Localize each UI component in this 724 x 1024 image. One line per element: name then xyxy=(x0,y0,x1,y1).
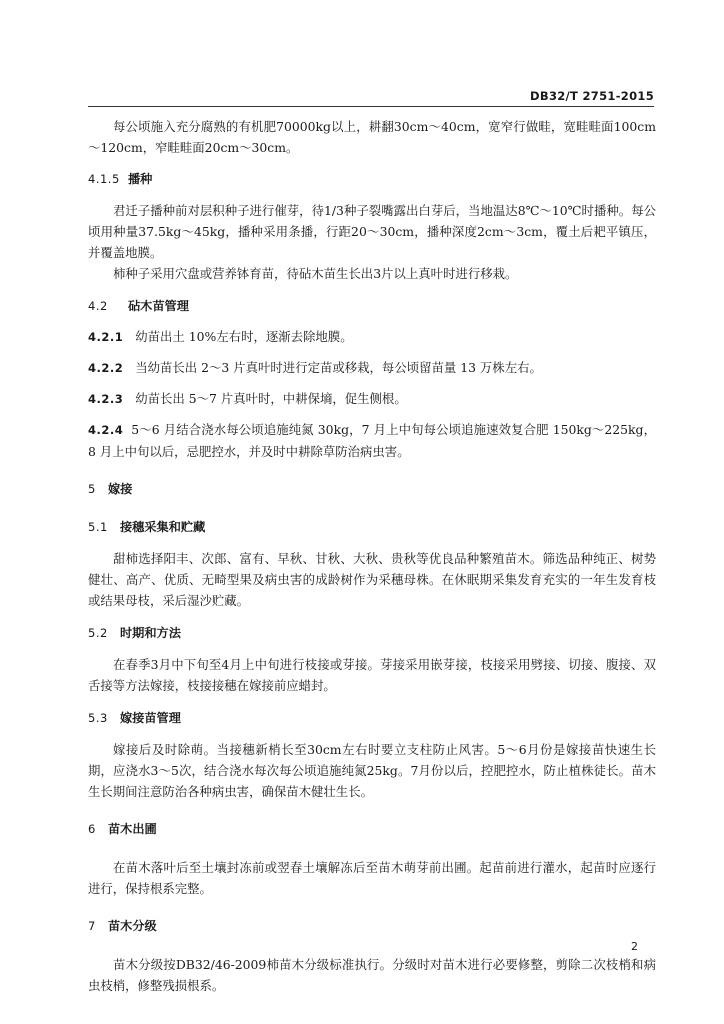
heading-title: 苗木分级 xyxy=(108,919,157,933)
item-text: 5～6 月结合浇水每公顷追施纯氮 30kg，7 月上中旬每公顷追施速效复合肥 150kg～225kg，8 月上中旬以后，忌肥控水，并及时中耕除草防治病虫害。 xyxy=(88,422,656,459)
heading-title: 砧木苗管理 xyxy=(128,299,189,313)
heading-title: 播种 xyxy=(128,172,153,186)
heading-number: 5.2 xyxy=(88,626,108,640)
paragraph-land-preparation: 每公顷施入充分腐熟的有机肥70000kg以上，耕翻30cm～40cm，宽窄行做畦，宽畦畦面100cm～120cm，窄畦畦面20cm～30cm。 xyxy=(88,119,656,155)
heading-title: 苗木出圃 xyxy=(108,822,157,836)
page-number: 2 xyxy=(631,940,638,953)
item-number: 4.2.3 xyxy=(88,392,124,406)
paragraph-sowing-2: 柿种子采用穴盘或营养钵育苗，待砧木苗生长出3片以上真叶时进行移栽。 xyxy=(113,266,518,281)
heading-number: 4.2 xyxy=(88,299,108,313)
paragraph-grafted-seedling-management: 嫁接后及时除萌。当接穗新梢长至30cm左右时要立支柱防止风害。5～6月份是嫁接苗快速生长期，应浇水3～5次，结合浇水每次每公顷追施纯氮25kg。7月份以后，控肥控水，防止植株徒长。苗木生长期间注意防治各种病虫害，确保苗木健壮生长。 xyxy=(88,742,656,799)
paragraph-seedling-grading: 苗木分级按DB32/46-2009柿苗木分级标准执行。分级时对苗木进行必要修整，剪除二次枝梢和病虫枝梢，修整残损根系。 xyxy=(88,957,656,993)
heading-5-3 xyxy=(88,708,656,729)
item-text: 幼苗长出 5～7 片真叶时，中耕保墒，促生侧根。 xyxy=(135,391,407,406)
item-4-2-4 xyxy=(88,419,656,462)
header-rule xyxy=(88,106,654,107)
heading-5-1 xyxy=(88,517,656,538)
paragraph-grafting-method: 在春季3月中下旬至4月上中旬进行枝接或芽接。芽接采用嵌芽接，枝接采用劈接、切接、腹接、双舌接等方法嫁接，枝接接穗在嫁接前应蜡封。 xyxy=(88,657,656,693)
paragraph-sowing-1: 君迁子播种前对层积种子进行催芽，待1/3种子裂嘴露出白芽后，当地温达8℃～10℃时播种。每公顷用种量37.5kg～45kg，播种采用条播，行距20～30cm，播种深度2cm～3cm，覆土后耙平镇压，并覆盖地膜。 xyxy=(88,203,656,260)
heading-title: 时期和方法 xyxy=(120,626,181,640)
heading-4-1-5 xyxy=(88,169,656,190)
paragraph-nursery-lifting: 在苗木落叶后至土壤封冻前或翌春土壤解冻后至苗木萌芽前出圃。起苗前进行灌水，起苗时应逐行进行，保持根系完整。 xyxy=(88,860,656,896)
heading-5-2 xyxy=(88,623,656,644)
item-number: 4.2.1 xyxy=(88,330,124,344)
standard-code: DB32/T 2751-2015 xyxy=(530,89,654,103)
heading-number: 6 xyxy=(88,822,96,836)
heading-7 xyxy=(88,916,656,937)
item-number: 4.2.2 xyxy=(88,361,124,375)
heading-title: 接穗采集和贮藏 xyxy=(120,520,206,534)
item-text: 幼苗出土 10%左右时，逐渐去除地膜。 xyxy=(135,329,353,344)
item-4-2-3 xyxy=(88,388,656,410)
document-body xyxy=(88,116,656,996)
heading-number: 5.1 xyxy=(88,520,108,534)
heading-title: 嫁接苗管理 xyxy=(120,711,181,725)
item-4-2-1 xyxy=(88,326,656,348)
item-4-2-2 xyxy=(88,357,656,379)
paragraph-scion-collection: 甜柿选择阳丰、次郎、富有、早秋、甘秋、大秋、贵秋等优良品种繁殖苗木。筛选品种纯正、树势健壮、高产、优质、无畸型果及病虫害的成龄树作为采穗母株。在休眠期采集发育充实的一年生发育枝或结果母枝，采后湿沙贮藏。 xyxy=(88,551,656,608)
heading-number: 5 xyxy=(88,482,96,496)
heading-number: 7 xyxy=(88,919,96,933)
item-number: 4.2.4 xyxy=(88,423,124,437)
item-text: 当幼苗长出 2～3 片真叶时进行定苗或移栽，每公顷留苗量 13 万株左右。 xyxy=(135,360,542,375)
heading-title: 嫁接 xyxy=(108,482,133,496)
heading-5 xyxy=(88,479,656,500)
heading-number: 4.1.5 xyxy=(88,172,120,186)
heading-6 xyxy=(88,819,656,840)
heading-number: 5.3 xyxy=(88,711,108,725)
heading-4-2 xyxy=(88,296,656,317)
